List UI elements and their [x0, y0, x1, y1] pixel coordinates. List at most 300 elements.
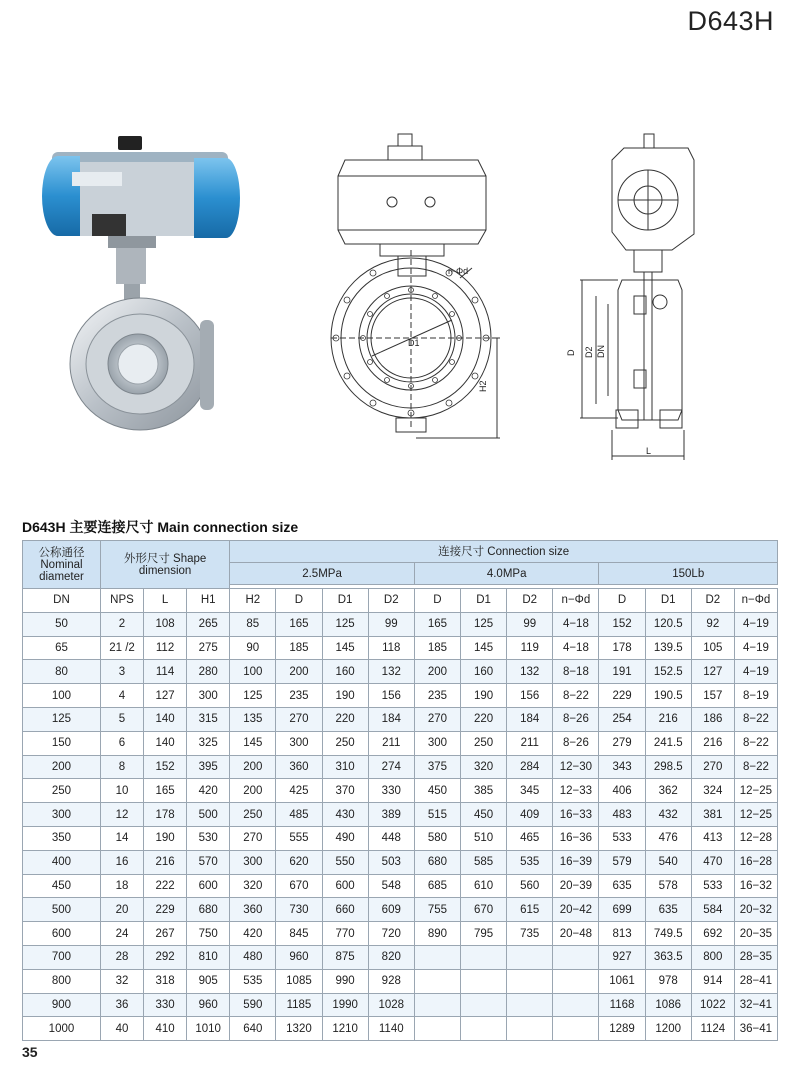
table-cell: 370 [322, 779, 368, 803]
column-label: D1 [461, 589, 507, 613]
table-cell: 640 [230, 1017, 276, 1041]
table-cell: 267 [144, 922, 187, 946]
table-cell: 470 [691, 850, 734, 874]
table-row [23, 660, 778, 684]
header-shape-dimension: 外形尺寸 Shape dimension [100, 541, 229, 589]
table-cell: 279 [599, 731, 645, 755]
table-cell: 152 [144, 755, 187, 779]
table-cell: 28−41 [734, 969, 777, 993]
table-cell: 229 [144, 898, 187, 922]
table-cell: 8−19 [734, 684, 777, 708]
table-cell: 420 [230, 922, 276, 946]
table-cell: 186 [691, 707, 734, 731]
table-cell: 250 [230, 803, 276, 827]
column-label: D1 [645, 589, 691, 613]
table-cell: 5 [100, 707, 143, 731]
table-cell: 20−35 [734, 922, 777, 946]
table-cell: 770 [322, 922, 368, 946]
column-label: D2 [368, 589, 414, 613]
table-cell: 8−26 [553, 731, 599, 755]
table-cell: 420 [187, 779, 230, 803]
table-cell: 165 [144, 779, 187, 803]
table-cell [461, 993, 507, 1017]
table-cell: 20−48 [553, 922, 599, 946]
table-cell: 324 [691, 779, 734, 803]
table-cell: 750 [187, 922, 230, 946]
table-cell: 150 [23, 731, 101, 755]
table-cell: 216 [691, 731, 734, 755]
table-cell: 533 [691, 874, 734, 898]
table-cell: 730 [276, 898, 322, 922]
table-cell: 140 [144, 731, 187, 755]
table-cell: 250 [23, 779, 101, 803]
table-cell: 125 [230, 684, 276, 708]
table-cell: 1200 [645, 1017, 691, 1041]
table-cell: 960 [187, 993, 230, 1017]
table-cell: 8−22 [734, 755, 777, 779]
table-cell: 99 [368, 612, 414, 636]
table-cell: 229 [599, 684, 645, 708]
table-cell: 270 [414, 707, 460, 731]
table-row [23, 779, 778, 803]
table-cell: 125 [23, 707, 101, 731]
table-cell: 12−25 [734, 779, 777, 803]
table-cell [553, 1017, 599, 1041]
header-pressure-4-0mpa: 4.0MPa [414, 563, 599, 585]
table-cell: 1990 [322, 993, 368, 1017]
table-cell: 211 [368, 731, 414, 755]
table-cell [507, 945, 553, 969]
table-body [23, 589, 778, 1041]
table-cell: 685 [414, 874, 460, 898]
table-cell: 114 [144, 660, 187, 684]
table-cell: 692 [691, 922, 734, 946]
header-connection-size: 连接尺寸 Connection size [230, 541, 778, 563]
table-cell: 270 [691, 755, 734, 779]
table-cell: 510 [461, 826, 507, 850]
table-cell: 580 [414, 826, 460, 850]
table-cell: 315 [187, 707, 230, 731]
table-cell: 320 [230, 874, 276, 898]
table-cell: 12−25 [734, 803, 777, 827]
table-cell: 914 [691, 969, 734, 993]
table-row [23, 684, 778, 708]
table-cell: 127 [691, 660, 734, 684]
table-cell: 700 [23, 945, 101, 969]
table-cell: 555 [276, 826, 322, 850]
table-cell: 500 [187, 803, 230, 827]
table-cell: 2 [100, 612, 143, 636]
table-cell: 890 [414, 922, 460, 946]
table-cell: 6 [100, 731, 143, 755]
table-cell: 610 [461, 874, 507, 898]
table-row [23, 898, 778, 922]
table-cell: 8−22 [553, 684, 599, 708]
table-cell: 18 [100, 874, 143, 898]
label-h2: H2 [478, 380, 488, 392]
table-cell: 211 [507, 731, 553, 755]
table-cell: 190 [322, 684, 368, 708]
column-label: H2 [230, 589, 276, 613]
table-cell: 660 [322, 898, 368, 922]
table-cell: 810 [187, 945, 230, 969]
table-cell: 132 [368, 660, 414, 684]
table-cell: 1210 [322, 1017, 368, 1041]
table-cell: 560 [507, 874, 553, 898]
table-cell: 178 [144, 803, 187, 827]
table-cell: 670 [461, 898, 507, 922]
table-cell: 185 [276, 636, 322, 660]
column-label: D [599, 589, 645, 613]
table-cell: 20−32 [734, 898, 777, 922]
table-cell: 450 [461, 803, 507, 827]
table-cell: 4 [100, 684, 143, 708]
table-cell: 503 [368, 850, 414, 874]
table-cell: 165 [414, 612, 460, 636]
table-cell: 250 [461, 731, 507, 755]
table-cell: 4−19 [734, 636, 777, 660]
table-cell: 395 [187, 755, 230, 779]
table-row [23, 803, 778, 827]
table-cell: 216 [144, 850, 187, 874]
table-cell: 270 [230, 826, 276, 850]
table-cell: 16−33 [553, 803, 599, 827]
table-cell: 165 [276, 612, 322, 636]
table-cell: 362 [645, 779, 691, 803]
table-cell: 550 [322, 850, 368, 874]
table-cell: 483 [599, 803, 645, 827]
table-cell: 620 [276, 850, 322, 874]
table-cell: 108 [144, 612, 187, 636]
table-cell: 292 [144, 945, 187, 969]
table-cell: 250 [322, 731, 368, 755]
table-cell: 32 [100, 969, 143, 993]
side-view-drawing [580, 134, 694, 460]
table-cell: 12−33 [553, 779, 599, 803]
table-cell: 310 [322, 755, 368, 779]
table-cell: 36−41 [734, 1017, 777, 1041]
table-cell: 40 [100, 1017, 143, 1041]
valve-photo-illustration [42, 136, 240, 430]
table-cell [461, 969, 507, 993]
column-label: L [144, 589, 187, 613]
table-cell [553, 969, 599, 993]
table-cell: 275 [187, 636, 230, 660]
table-row [23, 731, 778, 755]
table-cell: 10 [100, 779, 143, 803]
table-cell: 425 [276, 779, 322, 803]
table-cell: 135 [230, 707, 276, 731]
table-cell: 406 [599, 779, 645, 803]
table-cell: 4−19 [734, 660, 777, 684]
table-cell [414, 945, 460, 969]
table-cell: 409 [507, 803, 553, 827]
table-cell: 670 [276, 874, 322, 898]
connection-size-table [22, 540, 778, 1041]
table-cell: 8−22 [734, 731, 777, 755]
table-cell: 1124 [691, 1017, 734, 1041]
header-pressure-2-5mpa: 2.5MPa [230, 563, 415, 585]
table-cell: 20−39 [553, 874, 599, 898]
table-cell: 120.5 [645, 612, 691, 636]
table-cell: 1185 [276, 993, 322, 1017]
table-cell: 515 [414, 803, 460, 827]
table-cell: 905 [187, 969, 230, 993]
table-cell: 16−36 [553, 826, 599, 850]
table-cell: 450 [414, 779, 460, 803]
table-cell: 14 [100, 826, 143, 850]
column-label: n−Φd [553, 589, 599, 613]
table-cell: 795 [461, 922, 507, 946]
valve-figures [0, 120, 800, 480]
table-cell [553, 945, 599, 969]
table-row [23, 1017, 778, 1041]
table-cell [414, 993, 460, 1017]
table-cell: 160 [461, 660, 507, 684]
table-cell: 190.5 [645, 684, 691, 708]
table-cell: 490 [322, 826, 368, 850]
table-cell: 1320 [276, 1017, 322, 1041]
table-cell: 535 [230, 969, 276, 993]
table-row [23, 755, 778, 779]
page-number: 35 [22, 1044, 38, 1060]
table-cell [461, 945, 507, 969]
header-nominal-diameter: 公称通径 Nominal diameter [23, 541, 101, 589]
table-cell: 125 [461, 612, 507, 636]
table-cell: 410 [144, 1017, 187, 1041]
table-cell: 280 [187, 660, 230, 684]
column-label: H1 [187, 589, 230, 613]
table-cell: 220 [461, 707, 507, 731]
table-cell: 100 [23, 684, 101, 708]
table-cell: 145 [461, 636, 507, 660]
table-cell: 216 [645, 707, 691, 731]
table-cell: 28−35 [734, 945, 777, 969]
table-cell [414, 969, 460, 993]
table-row [23, 612, 778, 636]
table-cell: 699 [599, 898, 645, 922]
table-cell: 300 [23, 803, 101, 827]
table-header [23, 541, 778, 589]
table-cell [461, 1017, 507, 1041]
table-cell: 585 [461, 850, 507, 874]
table-cell: 8 [100, 755, 143, 779]
table-cell: 875 [322, 945, 368, 969]
table-cell: 298.5 [645, 755, 691, 779]
table-cell: 190 [461, 684, 507, 708]
table-cell: 900 [23, 993, 101, 1017]
column-label: D2 [691, 589, 734, 613]
table-cell: 191 [599, 660, 645, 684]
table-cell: 4−18 [553, 636, 599, 660]
table-cell: 535 [507, 850, 553, 874]
column-label: DN [23, 589, 101, 613]
table-cell: 90 [230, 636, 276, 660]
column-labels-row [23, 589, 778, 613]
table-cell: 300 [230, 850, 276, 874]
header-pressure-150lb: 150Lb [599, 563, 778, 585]
table-cell: 270 [276, 707, 322, 731]
table-cell: 139.5 [645, 636, 691, 660]
table-cell: 274 [368, 755, 414, 779]
table-cell: 145 [322, 636, 368, 660]
table-cell: 190 [144, 826, 187, 850]
table-cell: 430 [322, 803, 368, 827]
table-row [23, 993, 778, 1017]
table-cell: 65 [23, 636, 101, 660]
table-cell: 1085 [276, 969, 322, 993]
table-cell: 579 [599, 850, 645, 874]
table-cell: 609 [368, 898, 414, 922]
table-cell: 3 [100, 660, 143, 684]
table-row [23, 707, 778, 731]
table-cell: 140 [144, 707, 187, 731]
table-cell: 375 [414, 755, 460, 779]
table-cell: 584 [691, 898, 734, 922]
column-label: D [276, 589, 322, 613]
label-l: L [646, 446, 652, 456]
table-cell: 220 [322, 707, 368, 731]
table-cell [507, 993, 553, 1017]
table-cell [553, 993, 599, 1017]
table-cell: 200 [276, 660, 322, 684]
table-cell: 990 [322, 969, 368, 993]
table-cell: 400 [23, 850, 101, 874]
table-cell: 200 [23, 755, 101, 779]
table-cell: 540 [645, 850, 691, 874]
table-cell: 36 [100, 993, 143, 1017]
table-row [23, 945, 778, 969]
column-label: D2 [507, 589, 553, 613]
table-cell: 960 [276, 945, 322, 969]
table-cell: 152.5 [645, 660, 691, 684]
table-cell: 4−19 [734, 612, 777, 636]
table-cell: 480 [230, 945, 276, 969]
table-cell: 184 [368, 707, 414, 731]
table-cell: 500 [23, 898, 101, 922]
table-cell: 1028 [368, 993, 414, 1017]
table-cell: 530 [187, 826, 230, 850]
column-label: D1 [322, 589, 368, 613]
table-cell: 127 [144, 684, 187, 708]
table-cell: 80 [23, 660, 101, 684]
table-cell: 330 [144, 993, 187, 1017]
table-cell: 235 [414, 684, 460, 708]
table-cell: 755 [414, 898, 460, 922]
table-cell: 16−39 [553, 850, 599, 874]
table-cell: 720 [368, 922, 414, 946]
table-cell: 1010 [187, 1017, 230, 1041]
table-cell: 16−32 [734, 874, 777, 898]
table-cell: 1061 [599, 969, 645, 993]
table-cell: 222 [144, 874, 187, 898]
table-row [23, 922, 778, 946]
table-cell: 635 [599, 874, 645, 898]
table-cell: 21 /2 [100, 636, 143, 660]
table-cell: 24 [100, 922, 143, 946]
table-cell: 680 [187, 898, 230, 922]
table-cell: 1086 [645, 993, 691, 1017]
table-cell: 32−41 [734, 993, 777, 1017]
table-cell: 8−26 [553, 707, 599, 731]
table-cell: 590 [230, 993, 276, 1017]
table-cell: 12−30 [553, 755, 599, 779]
label-n-phi-d-front: n-Φd [448, 266, 469, 276]
label-d2: D2 [584, 346, 594, 358]
table-cell: 800 [691, 945, 734, 969]
table-cell: 350 [23, 826, 101, 850]
table-cell: 92 [691, 612, 734, 636]
table-cell: 318 [144, 969, 187, 993]
table-cell: 448 [368, 826, 414, 850]
table-cell: 254 [599, 707, 645, 731]
table-cell: 300 [187, 684, 230, 708]
table-cell: 450 [23, 874, 101, 898]
table-cell: 112 [144, 636, 187, 660]
table-cell: 360 [230, 898, 276, 922]
table-cell: 119 [507, 636, 553, 660]
table-cell: 16−28 [734, 850, 777, 874]
table-cell: 265 [187, 612, 230, 636]
table-cell: 735 [507, 922, 553, 946]
table-cell: 615 [507, 898, 553, 922]
table-cell: 345 [507, 779, 553, 803]
table-cell: 235 [276, 684, 322, 708]
table-cell: 184 [507, 707, 553, 731]
column-label: n−Φd [734, 589, 777, 613]
table-cell: 200 [230, 755, 276, 779]
section-title: D643H 主要连接尺寸 Main connection size [22, 519, 299, 535]
table-cell: 125 [322, 612, 368, 636]
column-label: D [414, 589, 460, 613]
table-cell: 978 [645, 969, 691, 993]
table-cell: 160 [322, 660, 368, 684]
table-cell: 185 [414, 636, 460, 660]
table-cell: 635 [645, 898, 691, 922]
table-cell: 381 [691, 803, 734, 827]
table-row [23, 874, 778, 898]
table-cell: 1022 [691, 993, 734, 1017]
table-cell: 157 [691, 684, 734, 708]
table-cell: 16 [100, 850, 143, 874]
table-cell: 432 [645, 803, 691, 827]
table-cell: 12−28 [734, 826, 777, 850]
table-cell: 50 [23, 612, 101, 636]
table-cell: 533 [599, 826, 645, 850]
table-row [23, 850, 778, 874]
table-row [23, 969, 778, 993]
table-cell: 600 [322, 874, 368, 898]
table-cell: 465 [507, 826, 553, 850]
table-cell: 20 [100, 898, 143, 922]
table-cell: 570 [187, 850, 230, 874]
table-cell: 389 [368, 803, 414, 827]
table-cell: 200 [414, 660, 460, 684]
table-row [23, 636, 778, 660]
table-cell: 132 [507, 660, 553, 684]
table-cell: 85 [230, 612, 276, 636]
table-cell: 145 [230, 731, 276, 755]
table-cell: 12 [100, 803, 143, 827]
table-cell: 600 [23, 922, 101, 946]
table-cell: 241.5 [645, 731, 691, 755]
table-cell: 200 [230, 779, 276, 803]
table-cell: 385 [461, 779, 507, 803]
table-cell: 325 [187, 731, 230, 755]
table-cell: 600 [187, 874, 230, 898]
table-cell: 156 [507, 684, 553, 708]
table-row [23, 826, 778, 850]
